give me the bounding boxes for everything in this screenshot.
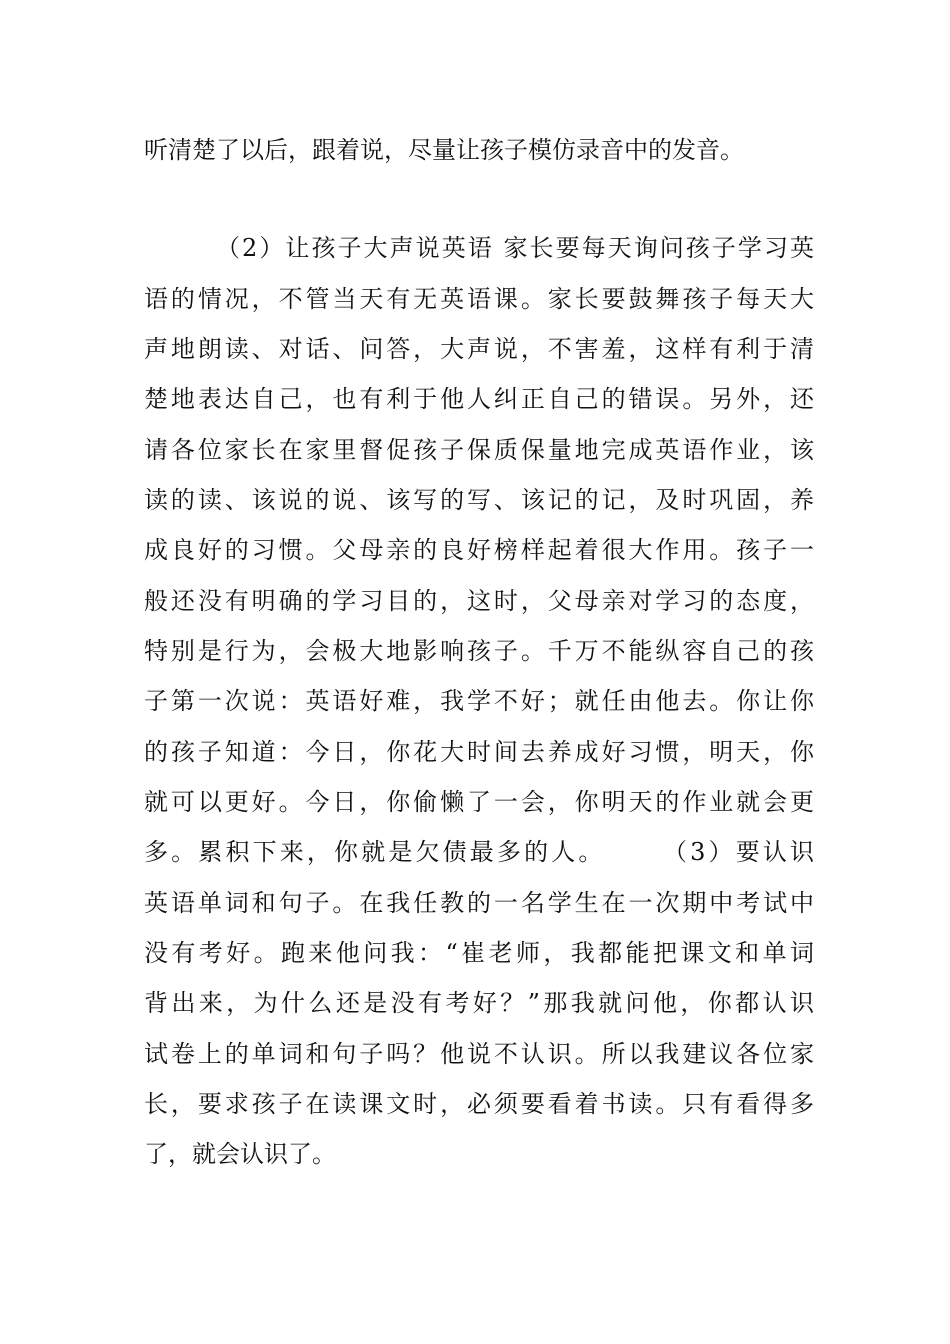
text-line: （2）让孩子大声说英语 家长要每天询问孩子学习英 (216, 234, 814, 262)
text-line: 试卷上的单词和句子吗？他说不认识。所以我建议各位家 (144, 1040, 814, 1068)
text-line: 楚地表达自己，也有利于他人纠正自己的错误。另外，还 (144, 385, 814, 413)
text-line: 成良好的习惯。父母亲的良好榜样起着很大作用。孩子一 (144, 536, 814, 564)
text-line: 了，就会认识了。 (144, 1140, 336, 1168)
text-line: 多。累积下来，你就是欠债最多的人。 （3）要认识 (144, 838, 814, 866)
text-line: 语的情况，不管当天有无英语课。家长要鼓舞孩子每天大 (144, 285, 814, 313)
text-line: 就可以更好。今日，你偷懒了一会，你明天的作业就会更 (144, 788, 814, 816)
text-line: 的孩子知道：今日，你花大时间去养成好习惯，明天，你 (144, 738, 814, 766)
text-line: 子第一次说：英语好难，我学不好；就任由他去。你让你 (144, 687, 814, 715)
text-line: 英语单词和句子。在我任教的一名学生在一次期中考试中 (144, 889, 814, 917)
text-line: 请各位家长在家里督促孩子保质保量地完成英语作业，该 (144, 436, 814, 464)
text-line: 长，要求孩子在读课文时，必须要看着书读。只有看得多 (144, 1090, 814, 1118)
text-line: 听清楚了以后，跟着说，尽量让孩子模仿录音中的发音。 (144, 136, 744, 164)
text-line: 特别是行为，会极大地影响孩子。千万不能纵容自己的孩 (144, 637, 814, 665)
text-line: 般还没有明确的学习目的，这时，父母亲对学习的态度， (144, 587, 814, 615)
text-line: 读的读、该说的说、该写的写、该记的记，及时巩固，养 (144, 486, 814, 514)
text-line: 声地朗读、对话、问答，大声说，不害羞，这样有利于清 (144, 335, 814, 363)
text-line: 背出来，为什么还是没有考好？”那我就问他，你都认识 (144, 989, 814, 1017)
text-line: 没有考好。跑来他问我：“崔老师，我都能把课文和单词 (144, 939, 814, 967)
